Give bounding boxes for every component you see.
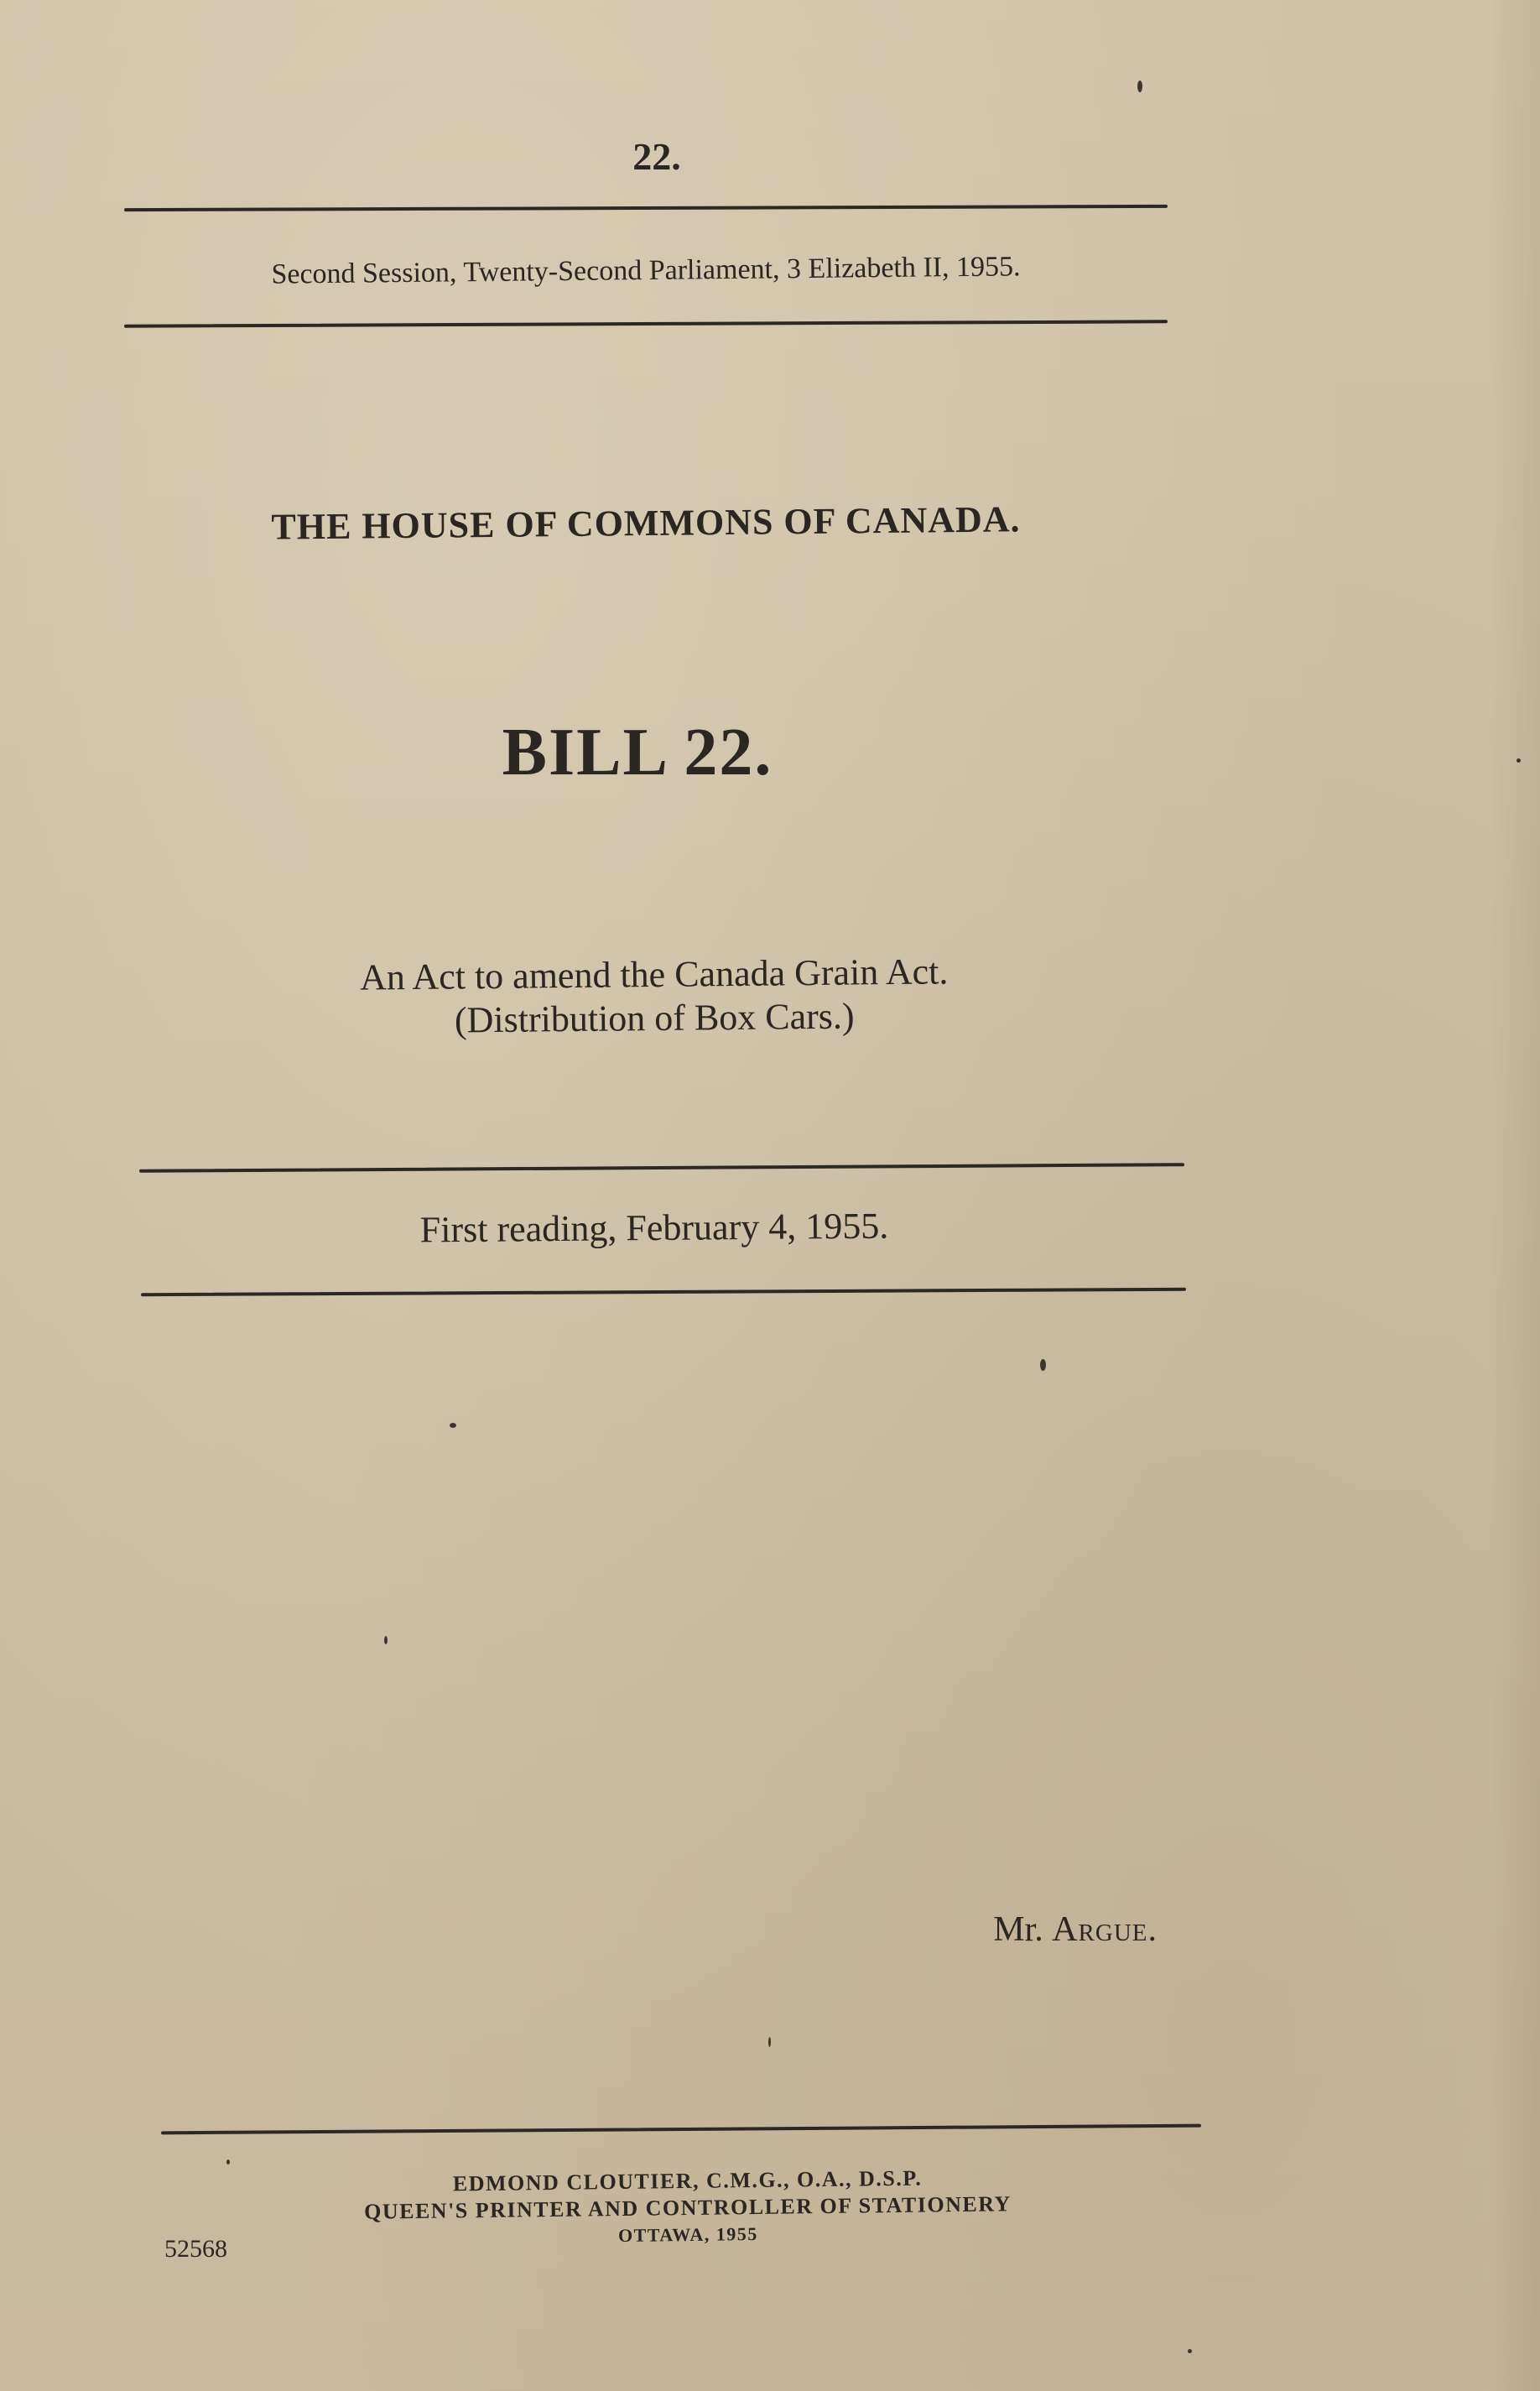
- paper-speck: [1137, 81, 1142, 92]
- page-edge-shadow: [1490, 0, 1540, 2391]
- printer-imprint: [284, 2163, 1090, 2253]
- sponsor-prefix: Mr.: [993, 1910, 1043, 1949]
- print-number: 52568: [164, 2235, 227, 2263]
- sponsor-name: Argue.: [1052, 1910, 1158, 1949]
- bill-title: BILL 22.: [502, 716, 773, 789]
- paper-speck: [1188, 2349, 1192, 2353]
- act-title-line-1: An Act to amend the Canada Grain Act.: [359, 951, 949, 998]
- house-title: THE HOUSE OF COMMONS OF CANADA.: [271, 498, 1021, 548]
- sponsor: [923, 1909, 1158, 1950]
- place-year: OTTAWA, 1955: [617, 2222, 758, 2247]
- paper-speck: [768, 2037, 771, 2047]
- act-title: [268, 949, 1040, 1044]
- paper-speck: [450, 1423, 456, 1428]
- printer-title: QUEEN'S PRINTER AND CONTROLLER OF STATIONERY: [363, 2191, 1012, 2224]
- reading-bottom-rule: [141, 1288, 1186, 1297]
- bill-number-heading: 22.: [632, 135, 681, 178]
- printer-name: EDMOND CLOUTIER, C.M.G., O.A., D.S.P.: [452, 2165, 923, 2196]
- paper-speck: [1040, 1359, 1046, 1371]
- paper-speck: [384, 1636, 388, 1644]
- paper-speck: [226, 2159, 230, 2164]
- footer-rule: [161, 2124, 1201, 2135]
- header-top-rule: [124, 205, 1168, 211]
- act-title-line-2: (Distribution of Box Cars.): [454, 995, 855, 1041]
- paper-speck: [1517, 758, 1521, 763]
- first-reading-line: First reading, February 4, 1955.: [419, 1205, 889, 1251]
- session-line: Second Session, Twenty-Second Parliament, 3 Elizabeth II, 1955.: [271, 251, 1021, 290]
- header-bottom-rule: [124, 320, 1168, 327]
- reading-top-rule: [139, 1163, 1184, 1173]
